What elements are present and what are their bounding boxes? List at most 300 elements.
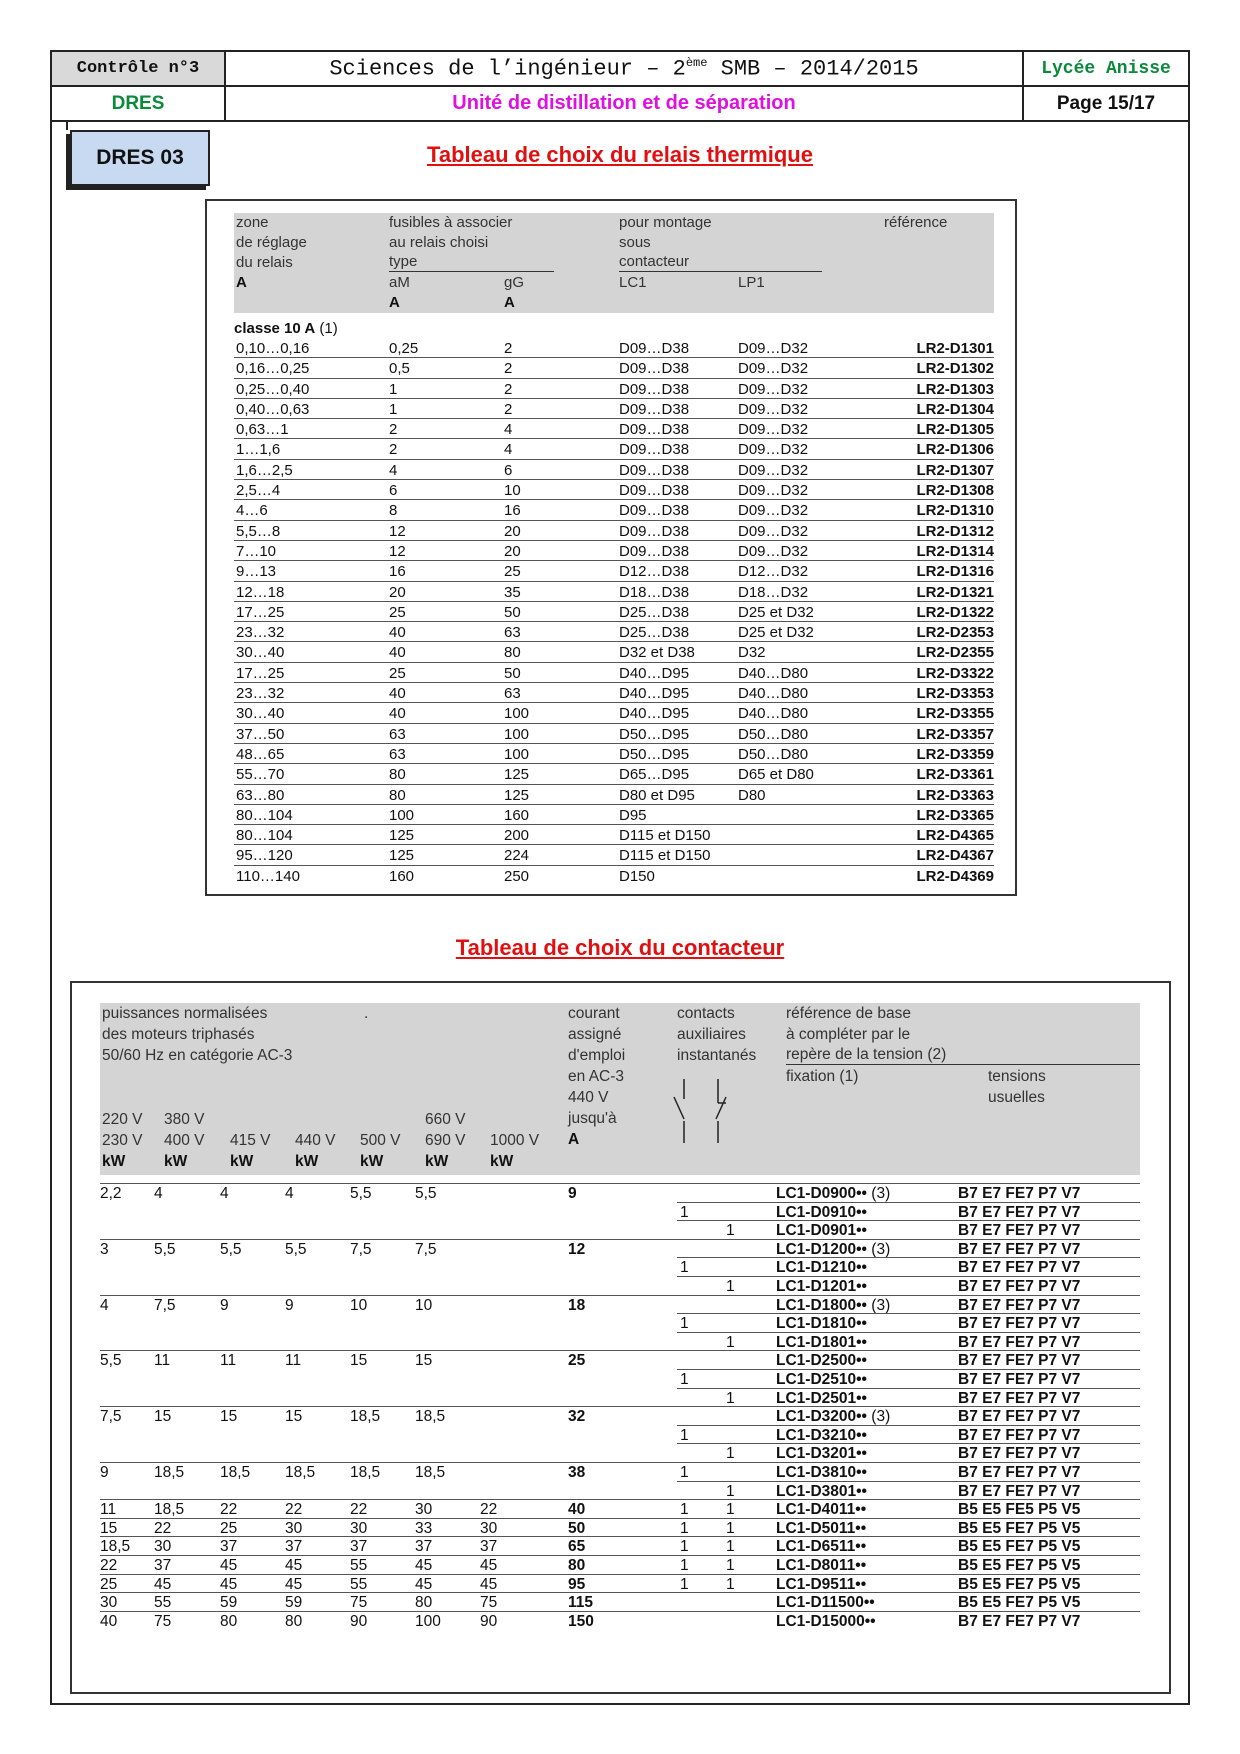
- relay-cell: 50: [504, 664, 521, 682]
- relay-row-rule: [234, 357, 994, 358]
- relay-cell: 0,25…0,40: [236, 380, 310, 398]
- relay-cell: D80: [738, 786, 766, 804]
- voltage-codes: B7 E7 FE7 P7 V7: [958, 1352, 1081, 1370]
- relay-cell: 1: [389, 380, 398, 398]
- voltage-codes: B7 E7 FE7 P7 V7: [958, 1240, 1081, 1258]
- relay-cell: 55…70: [236, 766, 285, 784]
- relay-cell: D115 et D150: [619, 847, 711, 865]
- relay-reference: LR2-D4365: [916, 827, 994, 845]
- contact-nc-cell: 1: [726, 1389, 735, 1407]
- relay-reference: LR2-D3322: [916, 664, 994, 682]
- power-cell: 18,5: [154, 1464, 185, 1481]
- power-cell: 90: [350, 1612, 368, 1630]
- relay-cell: 100: [504, 705, 530, 723]
- voltage-codes: B7 E7 FE7 P7 V7: [958, 1222, 1081, 1240]
- relay-reference: LR2-D1303: [916, 380, 994, 398]
- relay-cell: 10: [504, 482, 521, 500]
- relay-row-rule: [234, 540, 994, 541]
- relay-cell: 2: [504, 400, 513, 418]
- relay-cell: D50…D95: [619, 725, 690, 743]
- contactor-reference: LC1-D5011••: [776, 1519, 867, 1537]
- contactor-reference: LC1-D15000••: [776, 1612, 876, 1630]
- relay-cell: D95: [619, 806, 647, 824]
- relay-row: [234, 786, 994, 806]
- power-cell: 22: [480, 1501, 498, 1519]
- relay-cell: D09…D38: [619, 421, 690, 439]
- relay-cell: D65 et D80: [738, 766, 814, 784]
- relay-row-rule: [234, 560, 994, 561]
- relay-reference: LR2-D1306: [916, 441, 994, 459]
- contact-no-cell: 1: [680, 1315, 689, 1333]
- relay-class-label: classe 10 A (1): [234, 320, 338, 337]
- relay-row: [234, 643, 994, 663]
- relay-row: [234, 623, 994, 643]
- contact-nc-cell: 1: [726, 1333, 735, 1351]
- relay-rows: [234, 339, 994, 887]
- relay-cell: D18…D38: [619, 583, 690, 601]
- relay-row-rule: [234, 804, 994, 805]
- contact-no-cell: 1: [680, 1575, 689, 1593]
- power-cell: 30: [154, 1538, 172, 1556]
- relay-cell: D25 et D32: [738, 603, 814, 621]
- voltage-codes: B7 E7 FE7 P7 V7: [958, 1612, 1081, 1630]
- relay-reference: LR2-D2353: [916, 624, 994, 642]
- contact-no-cell: 1: [680, 1371, 689, 1388]
- power-cell: 37: [285, 1538, 303, 1556]
- relay-reference: LR2-D3359: [916, 745, 994, 763]
- power-cell: 18,5: [220, 1464, 251, 1481]
- relay-row-rule: [234, 844, 994, 845]
- contactor-reference: LC1-D3200•• (3): [776, 1408, 891, 1426]
- power-cell: 18,5: [100, 1538, 131, 1556]
- power-cell: 30: [285, 1519, 303, 1537]
- relay-cell: 160: [504, 806, 530, 824]
- relay-cell: 2: [504, 340, 513, 357]
- relay-cell: D40…D80: [738, 664, 809, 682]
- relay-cell: 200: [504, 827, 530, 845]
- power-cell: 11: [220, 1352, 237, 1370]
- current-cell: 150: [568, 1612, 594, 1630]
- power-cell: 80: [285, 1612, 303, 1630]
- relay-cell: 37…50: [236, 725, 285, 743]
- power-cell: 75: [154, 1612, 172, 1630]
- relay-cell: 2,5…4: [236, 482, 281, 500]
- relay-row: [234, 400, 994, 420]
- relay-row: [234, 826, 994, 846]
- relay-cell: D40…D95: [619, 705, 690, 723]
- relay-cell: 4…6: [236, 502, 268, 520]
- relay-row-rule: [234, 459, 994, 460]
- relay-row-rule: [234, 641, 994, 642]
- voltage-codes: B7 E7 FE7 P7 V7: [958, 1426, 1081, 1444]
- relay-cell: 2: [504, 360, 513, 378]
- relay-cell: D25…D38: [619, 624, 690, 642]
- relay-cell: 50: [504, 603, 521, 621]
- section-label: DRES: [51, 86, 225, 121]
- voltage-codes: B7 E7 FE7 P7 V7: [958, 1185, 1081, 1202]
- relay-row-rule: [234, 702, 994, 703]
- power-cell: 7,5: [350, 1240, 372, 1258]
- relay-cell: 40: [389, 644, 406, 662]
- relay-row: [234, 420, 994, 440]
- relay-reference: LR2-D3355: [916, 705, 994, 723]
- relay-row: [234, 501, 994, 521]
- relay-cell: D09…D32: [738, 360, 809, 378]
- current-cell: 115: [568, 1594, 594, 1612]
- contact-no-cell: 1: [680, 1203, 689, 1221]
- relay-cell: D09…D32: [738, 441, 809, 459]
- relay-row: [234, 846, 994, 866]
- relay-cell: D12…D38: [619, 563, 690, 581]
- relay-row-rule: [234, 520, 994, 521]
- relay-cell: 63: [389, 745, 406, 763]
- relay-cell: 7…10: [236, 542, 277, 560]
- relay-cell: 4: [389, 461, 398, 479]
- relay-cell: D09…D38: [619, 380, 690, 398]
- relay-row-rule: [234, 601, 994, 602]
- current-cell: 40: [568, 1501, 586, 1519]
- relay-cell: 40: [389, 705, 406, 723]
- power-cell: 9: [220, 1296, 229, 1314]
- relay-cell: D18…D32: [738, 583, 809, 601]
- relay-cell: 63…80: [236, 786, 285, 804]
- relay-reference: LR2-D1302: [916, 360, 994, 378]
- relay-cell: 100: [504, 745, 530, 763]
- relay-row: [234, 603, 994, 623]
- relay-cell: 1…1,6: [236, 441, 281, 459]
- relay-cell: D150: [619, 867, 655, 885]
- contactor-table: [70, 981, 1171, 1694]
- relay-cell: 0,40…0,63: [236, 400, 310, 418]
- power-cell: 45: [220, 1557, 238, 1574]
- relay-cell: 40: [389, 624, 406, 642]
- current-cell: 12: [568, 1240, 586, 1258]
- relay-cell: 224: [504, 847, 530, 865]
- relay-cell: 0,5: [389, 360, 410, 378]
- relay-row: [234, 725, 994, 745]
- relay-cell: 63: [504, 624, 521, 642]
- relay-cell: D09…D32: [738, 400, 809, 418]
- contactor-reference: LC1-D9511••: [776, 1575, 867, 1593]
- contactor-reference: LC1-D3201••: [776, 1445, 867, 1463]
- power-cell: 75: [350, 1594, 368, 1612]
- relay-cell: 5,5…8: [236, 522, 281, 540]
- relay-cell: D09…D32: [738, 461, 809, 479]
- power-cell: 5,5: [285, 1240, 307, 1258]
- relay-cell: D25 et D32: [738, 624, 814, 642]
- contact-nc-cell: 1: [726, 1222, 735, 1240]
- relay-cell: D09…D38: [619, 502, 690, 520]
- current-cell: 50: [568, 1519, 586, 1537]
- relay-row-rule: [234, 418, 994, 419]
- relay-row: [234, 562, 994, 582]
- school-name: Lycée Anisse: [1023, 51, 1189, 86]
- voltage-codes: B7 E7 FE7 P7 V7: [958, 1408, 1081, 1426]
- relay-cell: D09…D38: [619, 441, 690, 459]
- relay-cell: 0,63…1: [236, 421, 289, 439]
- relay-cell: 12: [389, 542, 406, 560]
- power-cell: 15: [285, 1408, 303, 1426]
- voltage-codes: B7 E7 FE7 P7 V7: [958, 1315, 1081, 1333]
- power-cell: 75: [480, 1594, 498, 1612]
- power-cell: 9: [100, 1464, 109, 1481]
- relay-cell: 4: [504, 441, 513, 459]
- relay-cell: 2: [389, 441, 398, 459]
- relay-cell: 110…140: [236, 867, 300, 885]
- relay-row-rule: [234, 438, 994, 439]
- contact-nc-cell: 1: [726, 1575, 735, 1593]
- relay-row-rule: [234, 398, 994, 399]
- power-cell: 22: [350, 1501, 368, 1519]
- contactor-reference: LC1-D1800•• (3): [776, 1296, 891, 1314]
- current-cell: 9: [568, 1185, 577, 1202]
- relay-cell: 35: [504, 583, 521, 601]
- relay-cell: 125: [504, 786, 530, 804]
- power-cell: 30: [480, 1519, 498, 1537]
- relay-cell: D50…D80: [738, 745, 809, 763]
- control-label: Contrôle n°3: [51, 51, 225, 86]
- power-cell: 15: [220, 1408, 238, 1426]
- power-cell: 59: [220, 1594, 238, 1612]
- contactor-reference: LC1-D2510••: [776, 1371, 867, 1388]
- relay-cell: 48…65: [236, 745, 285, 763]
- power-cell: 37: [220, 1538, 238, 1556]
- contact-nc-cell: 1: [726, 1519, 735, 1537]
- relay-cell: 125: [504, 766, 530, 784]
- relay-cell: 8: [389, 502, 398, 520]
- contactor-reference: LC1-D1810••: [776, 1315, 867, 1333]
- relay-reference: LR2-D3357: [916, 725, 994, 743]
- voltage-codes: B7 E7 FE7 P7 V7: [958, 1296, 1081, 1314]
- relay-cell: D50…D80: [738, 725, 809, 743]
- power-cell: 5,5: [154, 1240, 176, 1258]
- relay-cell: 80…104: [236, 806, 293, 824]
- relay-cell: 17…25: [236, 664, 285, 682]
- power-cell: 10: [350, 1296, 368, 1314]
- subject-title: Sciences de l’ingénieur – 2ème SMB – 2014/2015: [225, 51, 1023, 86]
- power-cell: 11: [285, 1352, 302, 1370]
- relay-cell: 12…18: [236, 583, 285, 601]
- relay-row-rule: [234, 682, 994, 683]
- contactor-reference: LC1-D0901••: [776, 1222, 867, 1240]
- power-cell: 7,5: [154, 1296, 176, 1314]
- power-cell: 22: [220, 1501, 238, 1519]
- relay-row: [234, 745, 994, 765]
- relay-row: [234, 339, 994, 359]
- relay-reference: LR2-D3361: [916, 766, 994, 784]
- power-cell: 10: [415, 1296, 433, 1314]
- power-cell: 15: [100, 1519, 118, 1537]
- relay-reference: LR2-D3365: [916, 806, 994, 824]
- contactor-reference: LC1-D1201••: [776, 1278, 867, 1295]
- relay-cell: 6: [504, 461, 513, 479]
- relay-cell: D40…D80: [738, 705, 809, 723]
- relay-cell: D09…D32: [738, 421, 809, 439]
- power-cell: 18,5: [415, 1408, 446, 1426]
- relay-cell: 6: [389, 482, 398, 500]
- contactor-reference: LC1-D0900•• (3): [776, 1185, 891, 1202]
- relay-cell: D09…D32: [738, 380, 809, 398]
- power-cell: 45: [285, 1557, 303, 1574]
- contactor-reference: LC1-D6511••: [776, 1538, 867, 1556]
- relay-reference: LR2-D1301: [916, 340, 994, 357]
- relay-cell: D65…D95: [619, 766, 690, 784]
- relay-cell: D09…D38: [619, 461, 690, 479]
- contact-no-cell: 1: [680, 1464, 689, 1481]
- contact-nc-cell: 1: [726, 1538, 735, 1556]
- relay-row: [234, 380, 994, 400]
- voltage-codes: B7 E7 FE7 P7 V7: [958, 1203, 1081, 1221]
- relay-row: [234, 481, 994, 501]
- power-cell: 45: [154, 1575, 172, 1593]
- relay-cell: 80…104: [236, 827, 293, 845]
- voltage-codes: B5 E5 FE5 P5 V5: [958, 1501, 1081, 1519]
- relay-cell: 16: [389, 563, 406, 581]
- power-cell: 37: [154, 1557, 172, 1574]
- power-cell: 30: [100, 1594, 118, 1612]
- relay-cell: 16: [504, 502, 521, 520]
- power-cell: 30: [350, 1519, 368, 1537]
- voltage-codes: B7 E7 FE7 P7 V7: [958, 1389, 1081, 1407]
- relay-cell: 1: [389, 400, 398, 418]
- relay-reference: LR2-D1314: [916, 542, 994, 560]
- contact-no-cell: 1: [680, 1501, 689, 1519]
- relay-cell: 12: [389, 522, 406, 540]
- relay-cell: D09…D38: [619, 340, 690, 357]
- contact-no-cell: 1: [680, 1538, 689, 1556]
- power-cell: 22: [285, 1501, 303, 1519]
- voltage-codes: B7 E7 FE7 P7 V7: [958, 1482, 1081, 1500]
- voltage-codes: B7 E7 FE7 P7 V7: [958, 1371, 1081, 1388]
- relay-reference: LR2-D2355: [916, 644, 994, 662]
- power-cell: 40: [100, 1612, 118, 1630]
- contact-nc-cell: 1: [726, 1445, 735, 1463]
- power-cell: 5,5: [220, 1240, 242, 1258]
- power-cell: 18,5: [350, 1464, 381, 1481]
- relay-cell: 95…120: [236, 847, 293, 865]
- relay-cell: 80: [389, 786, 406, 804]
- voltage-codes: B5 E5 FE7 P5 V5: [958, 1557, 1081, 1574]
- relay-reference: LR2-D4369: [916, 867, 994, 885]
- unit-title: Unité de distillation et de séparation: [225, 86, 1023, 121]
- relay-cell: 100: [504, 725, 530, 743]
- relay-cell: 30…40: [236, 644, 285, 662]
- relay-cell: 0,16…0,25: [236, 360, 310, 378]
- relay-row-rule: [234, 621, 994, 622]
- power-cell: 55: [154, 1594, 172, 1612]
- relay-reference: LR2-D1308: [916, 482, 994, 500]
- relay-row: [234, 440, 994, 460]
- relay-cell: 25: [389, 603, 406, 621]
- relay-cell: D09…D38: [619, 360, 690, 378]
- relay-cell: D09…D32: [738, 522, 809, 540]
- power-cell: 25: [220, 1519, 238, 1537]
- relay-reference: LR2-D3353: [916, 685, 994, 703]
- power-cell: 15: [350, 1352, 368, 1370]
- relay-cell: 23…32: [236, 685, 285, 703]
- relay-cell: 100: [389, 806, 415, 824]
- power-cell: 7,5: [100, 1408, 122, 1426]
- relay-cell: 80: [504, 644, 521, 662]
- relay-cell: D40…D80: [738, 685, 809, 703]
- current-cell: 95: [568, 1575, 586, 1593]
- relay-cell: D40…D95: [619, 664, 690, 682]
- relay-cell: 0,25: [389, 340, 419, 357]
- power-cell: 15: [415, 1352, 433, 1370]
- relay-cell: D115 et D150: [619, 827, 711, 845]
- relay-cell: 23…32: [236, 624, 285, 642]
- relay-reference: LR2-D3363: [916, 786, 994, 804]
- relay-cell: 40: [389, 685, 406, 703]
- power-cell: 11: [154, 1352, 171, 1370]
- contact-nc-cell: 1: [726, 1557, 735, 1574]
- relay-cell: 63: [504, 685, 521, 703]
- contactor-row: [100, 1611, 1160, 1632]
- contactor-reference: LC1-D1200•• (3): [776, 1240, 891, 1258]
- relay-table: [205, 199, 1017, 896]
- contactor-reference: LC1-D4011••: [776, 1501, 867, 1519]
- relay-row-rule: [234, 581, 994, 582]
- power-cell: 9: [285, 1296, 294, 1314]
- current-cell: 18: [568, 1296, 586, 1314]
- header-table: [50, 50, 1190, 122]
- relay-cell: 1,6…2,5: [236, 461, 293, 479]
- power-cell: 25: [100, 1575, 118, 1593]
- voltage-codes: B7 E7 FE7 P7 V7: [958, 1278, 1081, 1295]
- power-cell: 45: [415, 1557, 433, 1574]
- current-cell: 38: [568, 1464, 586, 1481]
- current-cell: 65: [568, 1538, 586, 1556]
- voltage-codes: B7 E7 FE7 P7 V7: [958, 1259, 1081, 1277]
- relay-row-rule: [234, 784, 994, 785]
- relay-row: [234, 461, 994, 481]
- relay-cell: 9…13: [236, 563, 277, 581]
- relay-cell: D80 et D95: [619, 786, 695, 804]
- relay-row-rule: [234, 479, 994, 480]
- relay-row: [234, 704, 994, 724]
- power-cell: 37: [350, 1538, 368, 1556]
- power-cell: 100: [415, 1612, 441, 1630]
- relay-cell: 160: [389, 867, 415, 885]
- voltage-codes: B5 E5 FE7 P5 V5: [958, 1594, 1081, 1612]
- relay-reference: LR2-D1310: [916, 502, 994, 520]
- power-cell: 45: [415, 1575, 433, 1593]
- relay-row: [234, 867, 994, 887]
- power-cell: 2,2: [100, 1185, 122, 1202]
- power-cell: 55: [350, 1575, 368, 1593]
- power-cell: 18,5: [350, 1408, 381, 1426]
- relay-cell: 20: [389, 583, 406, 601]
- power-cell: 80: [415, 1594, 433, 1612]
- relay-row: [234, 542, 994, 562]
- relay-row: [234, 806, 994, 826]
- current-cell: 25: [568, 1352, 586, 1370]
- contactor-reference: LC1-D3801••: [776, 1482, 867, 1500]
- power-cell: 45: [220, 1575, 238, 1593]
- relay-row-rule: [234, 662, 994, 663]
- relay-row-rule: [234, 824, 994, 825]
- relay-cell: 25: [504, 563, 521, 581]
- relay-cell: D09…D38: [619, 522, 690, 540]
- contactor-reference: LC1-D1210••: [776, 1259, 867, 1277]
- relay-cell: 2: [389, 421, 398, 439]
- relay-row: [234, 522, 994, 542]
- contact-no-cell: 1: [680, 1259, 689, 1277]
- relay-cell: 2: [504, 380, 513, 398]
- contactor-reference: LC1-D8011••: [776, 1557, 867, 1574]
- relay-row-rule: [234, 378, 994, 379]
- relay-reference: LR2-D1307: [916, 461, 994, 479]
